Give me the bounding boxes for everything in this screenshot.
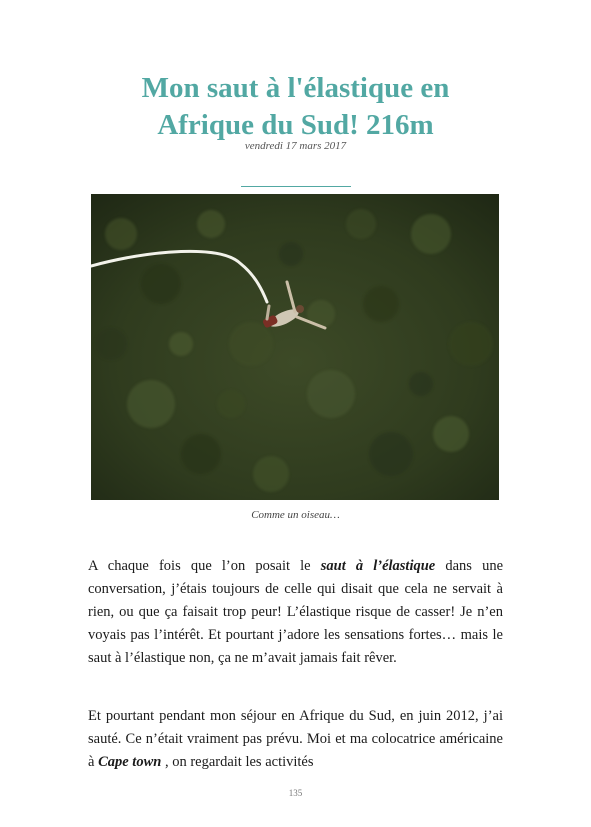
article-title-line-2: Afrique du Sud! 216m: [157, 109, 434, 141]
article-date: vendredi 17 mars 2017: [244, 140, 347, 152]
paragraph-1-text-after: dans une conversation, j’étais toujours de celle qui disait que cela ne servait à rien, ou que ça faisait trop peur! L’élastique risque de casser! Je n’en voyais pas l’intérêt. Et pourtant j’adore les sensations fortes… mais le saut à l’élastique non, ça ne m’avait jamais fait rêver.: [88, 558, 504, 666]
paragraph-2-emphasis: Cape town: [98, 754, 162, 770]
photo-caption: Comme un oiseau…: [251, 509, 340, 521]
article-title-line-1: Mon saut à l'élastique en: [141, 72, 450, 104]
paragraph-1-text-before: A chaque fois que l’on posait le: [88, 558, 321, 574]
title-divider: [241, 186, 351, 187]
article-title: [0, 70, 591, 144]
paragraph-2-text-before: Et pourtant pendant mon séjour en Afrique du Sud, en juin 2012, j’ai sauté. Ce n’était vraiment pas prévu. Moi et ma colocatrice américaine à: [88, 708, 503, 770]
paragraph-2-text-after: , on regardait les activités: [161, 754, 314, 770]
paragraph-2: [88, 705, 503, 774]
paragraph-1-emphasis: saut à l’élastique: [320, 558, 436, 574]
paragraph-1: [88, 555, 503, 670]
page-number: 135: [288, 788, 303, 798]
bungee-jump-photo: [91, 194, 499, 500]
